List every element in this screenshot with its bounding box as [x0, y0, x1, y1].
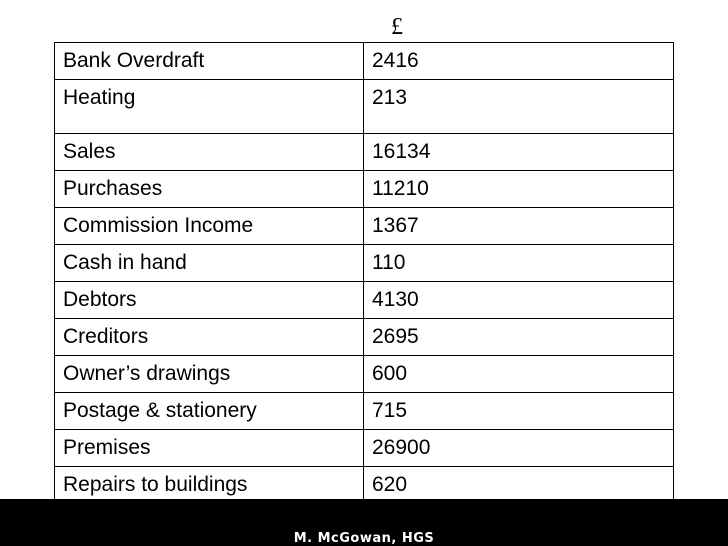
ledger-table	[54, 42, 674, 504]
table-row	[55, 208, 674, 245]
row-label: Debtors	[55, 282, 364, 319]
table-row	[55, 245, 674, 282]
table-row	[55, 393, 674, 430]
table-row	[55, 80, 674, 134]
row-value: 1367	[364, 208, 674, 245]
row-label: Creditors	[55, 319, 364, 356]
row-label: Postage & stationery	[55, 393, 364, 430]
row-label: Cash in hand	[55, 245, 364, 282]
row-value: 11210	[364, 171, 674, 208]
row-value: 2416	[364, 43, 674, 80]
row-value: 2695	[364, 319, 674, 356]
table-row	[55, 467, 674, 504]
row-value: 26900	[364, 430, 674, 467]
table-row	[55, 356, 674, 393]
table-row	[55, 319, 674, 356]
row-value: 600	[364, 356, 674, 393]
row-label: Bank Overdraft	[55, 43, 364, 80]
row-value: 110	[364, 245, 674, 282]
table-row	[55, 134, 674, 171]
row-label: Commission Income	[55, 208, 364, 245]
row-value: 4130	[364, 282, 674, 319]
row-label: Purchases	[55, 171, 364, 208]
row-label: Owner’s drawings	[55, 356, 364, 393]
table-row	[55, 43, 674, 80]
row-value: 16134	[364, 134, 674, 171]
currency-header: £	[391, 14, 403, 40]
table-row	[55, 430, 674, 467]
row-label: Sales	[55, 134, 364, 171]
footer-credit: M. McGowan, HGS	[293, 531, 435, 546]
footer-bar	[0, 499, 728, 546]
row-label: Repairs to buildings	[55, 467, 364, 504]
row-value: 213	[364, 80, 674, 134]
row-value: 620	[364, 467, 674, 504]
row-value: 715	[364, 393, 674, 430]
table-row	[55, 171, 674, 208]
row-label: Heating	[55, 80, 364, 134]
table-row	[55, 282, 674, 319]
row-label: Premises	[55, 430, 364, 467]
